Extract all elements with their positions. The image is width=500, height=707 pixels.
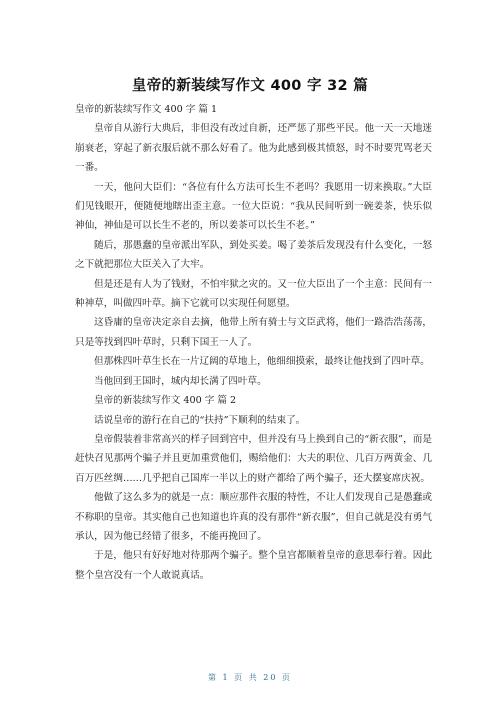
paragraph: 皇帝假装着非常高兴的样子回到宫中，但并没有马上换到自己的“新衣服”，而是赶快召见那两个骗子并且更加重赏他们，赐给他们：大夫的职位、几百万两黄金、几百万匹丝绸……几乎把自己国库一半以上的财产都给了两个骗子，还大摆宴席庆祝。 [75,433,432,484]
paragraph: 他做了这么多为的就是一点：顺应那件衣服的特性，不让人们发现自己是愚蠢或不称职的皇帝。其实他自己也知道也许真的没有那件“新衣服”，但自己就是没有勇气承认，因为他已经错了很多，不能再挽回了。 [75,492,432,542]
page-footer: 第 1 页 共 20 页 [208,673,292,682]
paragraph: 随后，那愚蠢的皇帝派出军队，到处买姜。喝了姜茶后发现没有什么变化，一怒之下就把那位大臣关入了大牢。 [75,239,432,271]
section-heading: 皇帝的新装续写作文 400 字 篇 2 [94,395,237,407]
paragraph: 话说皇帝的游行在自己的“扶持”下顺利的结束了。 [94,414,306,426]
document-title: 皇帝的新装续写作文 400 字 32 篇 [131,78,369,94]
paragraph: 这昏庸的皇帝决定亲自去摘，他带上所有骑士与文臣武将，他们一路浩浩荡荡，只是等找到四叶草时，只剩下国王一人了。 [75,317,432,348]
paragraph: 但那株四叶草生长在一片辽阔的草地上，他细细摸索，最终让他找到了四叶草。 [94,356,430,368]
paragraph: 当他回到王国时，城内却长满了四叶草。 [94,375,267,387]
document-body [75,100,432,585]
paragraph: 一天，他问大臣们：“各位有什么方法可长生不老吗？我愿用一切来换取。”大臣们见钱眼开，便随便地瞎出歪主意。一位大臣说：“我从民间听到一碗姜茶，快乐似神仙，神仙是可以长生不老的，所以姜茶可以长生不老。” [75,181,432,232]
section-heading: 皇帝的新装续写作文 400 字 篇 1 [75,104,218,115]
paragraph: 于是，他只有好好地对待那两个骗子。整个皇宫都顺着皇帝的意思奉行着。因此整个皇宫没有一个人敢说真话。 [75,550,432,581]
paragraph: 但是还是有人为了钱财，不怕牢狱之灾的。又一位大臣出了一个主意：民间有一种神草，叫做四叶草。摘下它就可以实现任何愿望。 [75,278,432,310]
paragraph: 皇帝自从游行大典后，非但没有改过自新，还严惩了那些平民。他一天一天地迷崩衰老，穿起了新衣服后就不那么好看了。他为此感到极其愤怒，时不时要咒骂老天一番。 [75,123,432,174]
